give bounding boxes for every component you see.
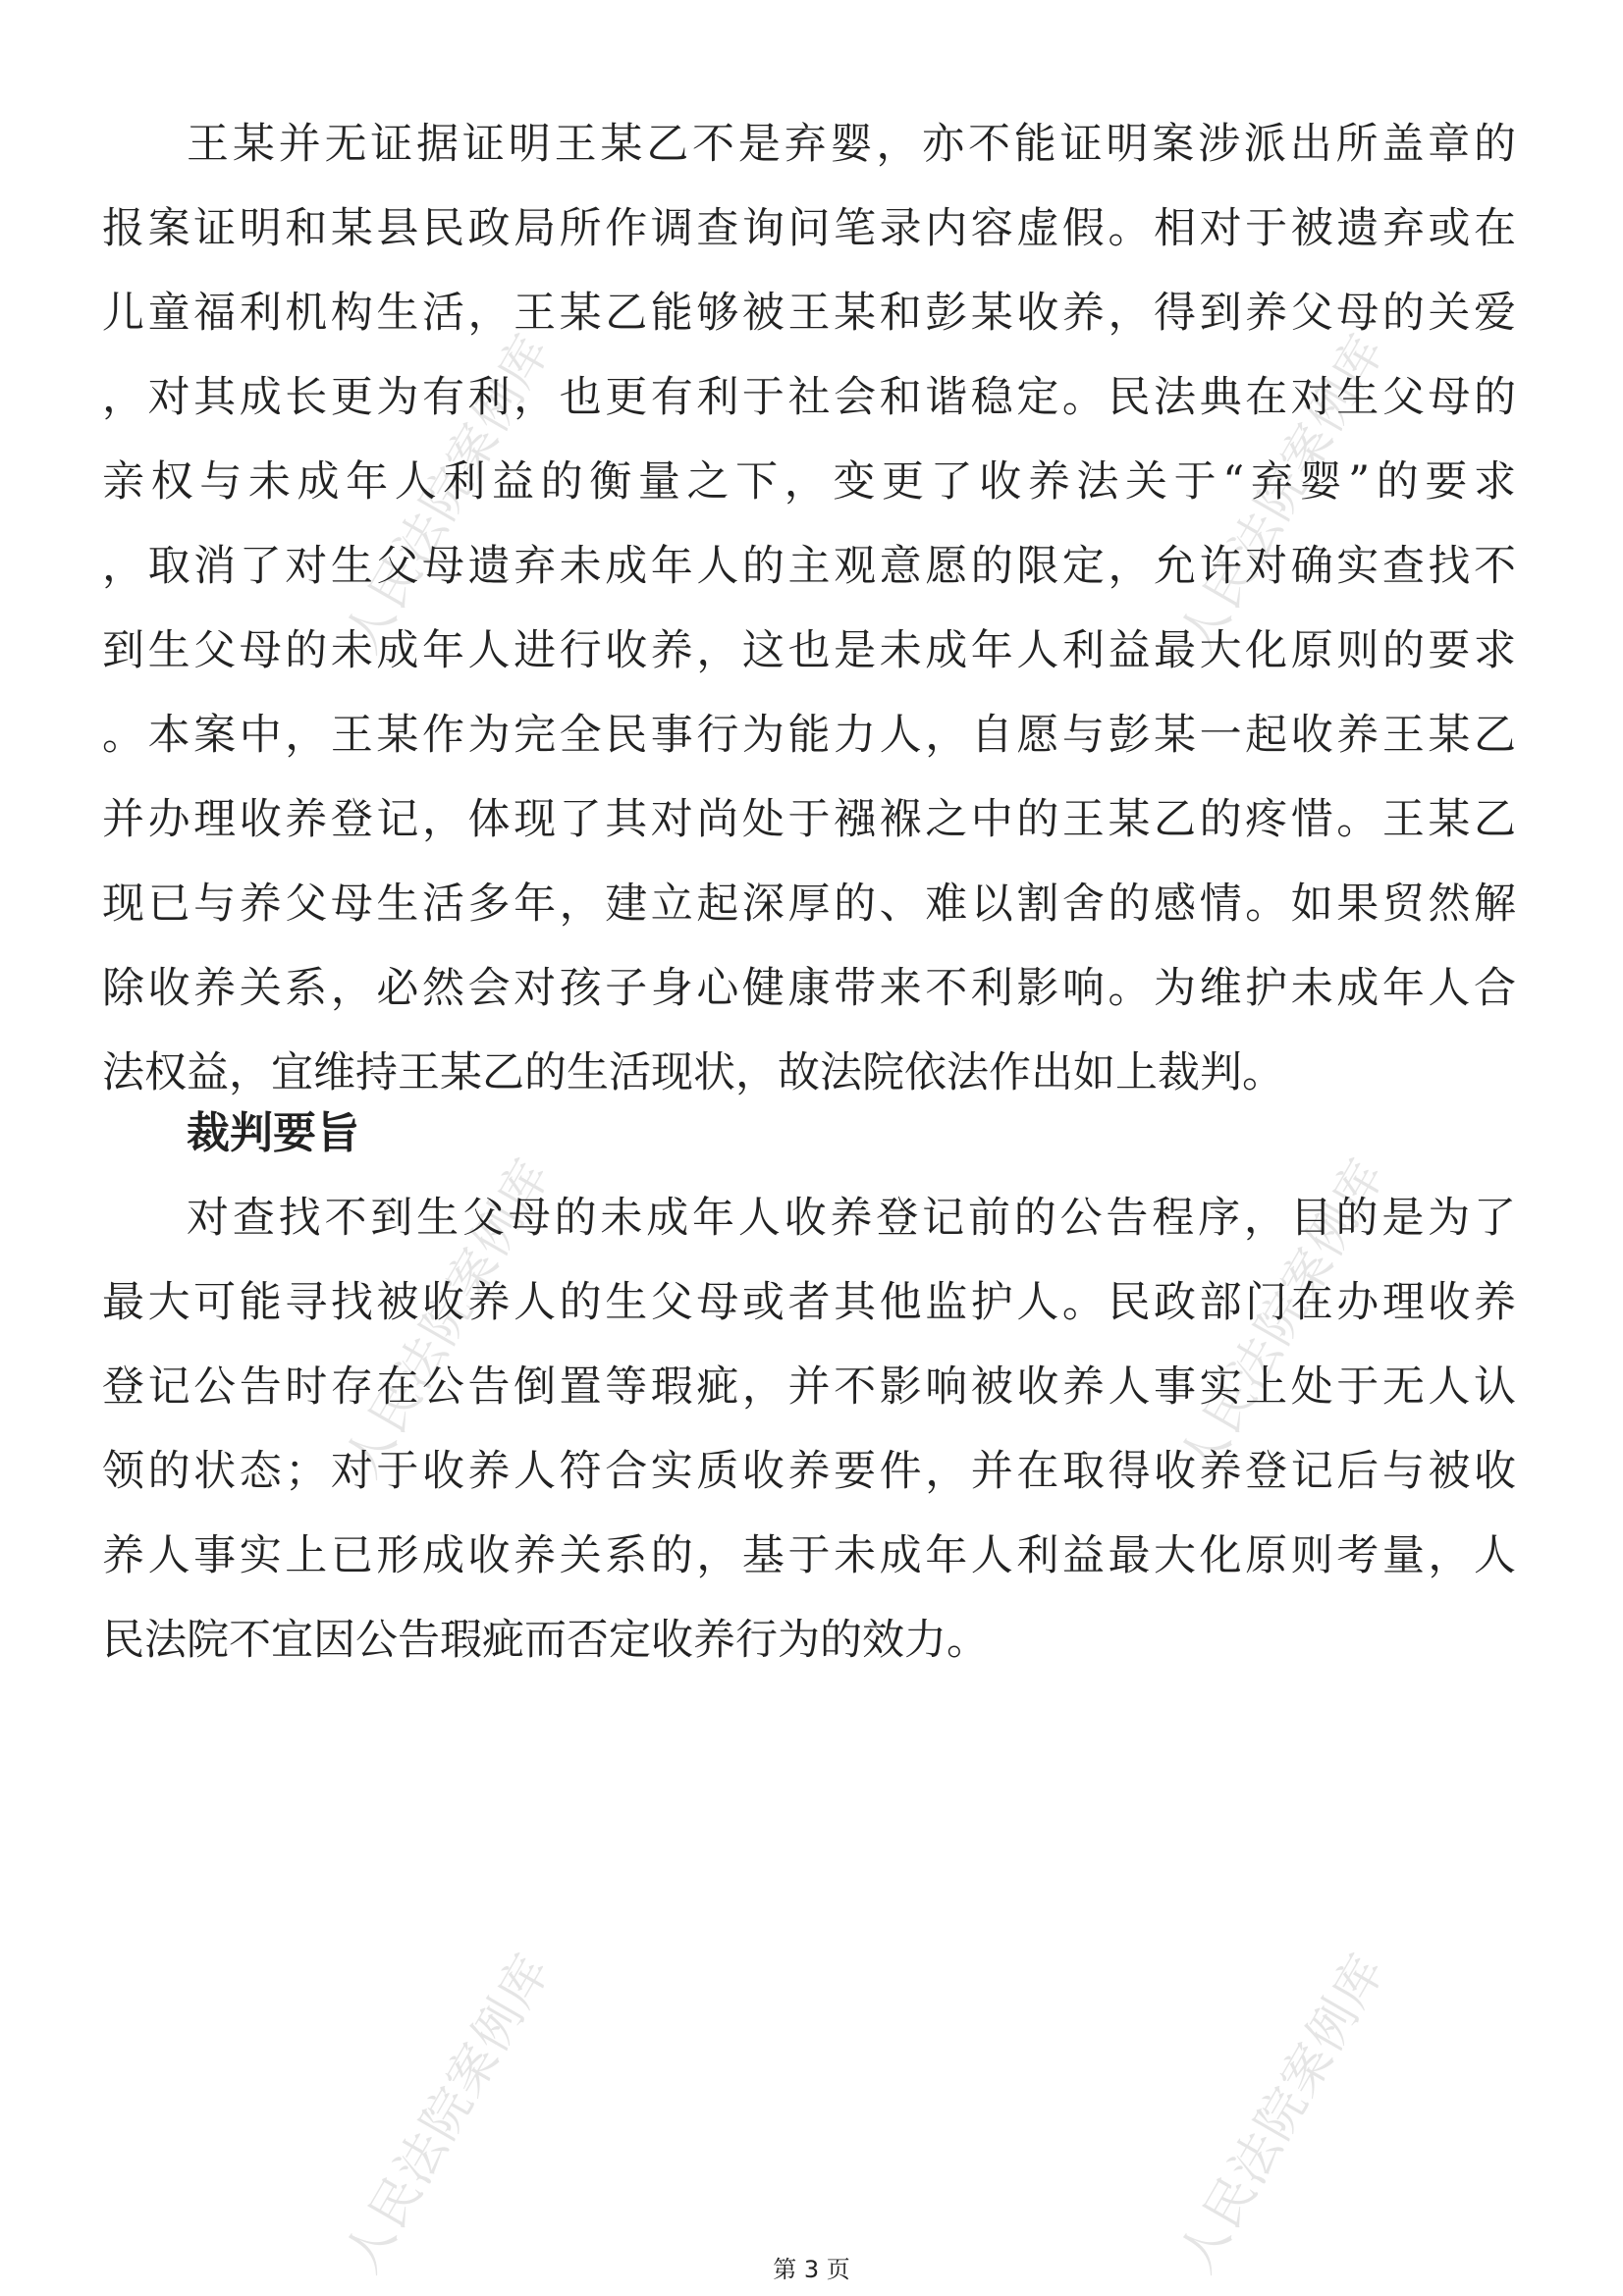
watermark: 人民法院案例库	[333, 1148, 562, 1487]
text-line: 民法院不宜因公告瑕疵而否定收养行为的效力。	[102, 1616, 989, 1665]
watermark: 人民法院案例库	[1167, 324, 1396, 663]
text-line: 儿童福利机构生活，王某乙能够被王某和彭某收养，得到养父母的关爱	[102, 289, 1516, 338]
text-line: ，对其成长更为有利，也更有利于社会和谐稳定。民法典在对生父母的	[102, 373, 1516, 422]
watermark: 人民法院案例库	[1167, 1148, 1396, 1487]
text-line: 到生父母的未成年人进行收养，这也是未成年人利益最大化原则的要求	[102, 626, 1516, 675]
watermark: 人民法院案例库	[333, 324, 562, 663]
text-line: 领的状态；对于收养人符合实质收养要件，并在取得收养登记后与被收	[102, 1447, 1516, 1496]
text-line: 法权益，宜维持王某乙的生活现状，故法院依法作出如上裁判。	[102, 1048, 1284, 1097]
page-number: 第 3 页	[773, 2256, 850, 2283]
watermark: 人民法院案例库	[1167, 1944, 1396, 2282]
text-line: 亲权与未成年人利益的衡量之下，变更了收养法关于“弃婴”的要求	[102, 457, 1516, 507]
text-line: 现已与养父母生活多年，建立起深厚的、难以割舍的感情。如果贸然解	[102, 880, 1516, 929]
text-line: 登记公告时存在公告倒置等瑕疵，并不影响被收养人事实上处于无人认	[102, 1362, 1516, 1412]
text-line: 除收养关系，必然会对孩子身心健康带来不利影响。为维护未成年人合	[102, 964, 1516, 1013]
text-line: 最大可能寻找被收养人的生父母或者其他监护人。民政部门在办理收养	[102, 1278, 1516, 1327]
text-line: 对查找不到生父母的未成年人收养登记前的公告程序，目的是为了	[187, 1194, 1516, 1243]
section-heading: 裁判要旨	[187, 1108, 359, 1158]
text-line: 报案证明和某县民政局所作调查询问笔录内容虚假。相对于被遗弃或在	[102, 204, 1516, 253]
paragraph-analysis	[102, 102, 1516, 1115]
text-line: 王某并无证据证明王某乙不是弃婴，亦不能证明案涉派出所盖章的	[187, 120, 1516, 169]
text-line: 并办理收养登记，体现了其对尚处于襁褓之中的王某乙的疼惜。王某乙	[102, 795, 1516, 844]
text-line: ，取消了对生父母遗弃未成年人的主观意愿的限定，允许对确实查找不	[102, 542, 1516, 591]
text-line: 养人事实上已形成收养关系的，基于未成年人利益最大化原则考量，人	[102, 1531, 1516, 1580]
watermark: 人民法院案例库	[333, 1944, 562, 2282]
text-line: 。本案中，王某作为完全民事行为能力人，自愿与彭某一起收养王某乙	[102, 711, 1516, 760]
paragraph-ruling-gist	[102, 1176, 1516, 1682]
